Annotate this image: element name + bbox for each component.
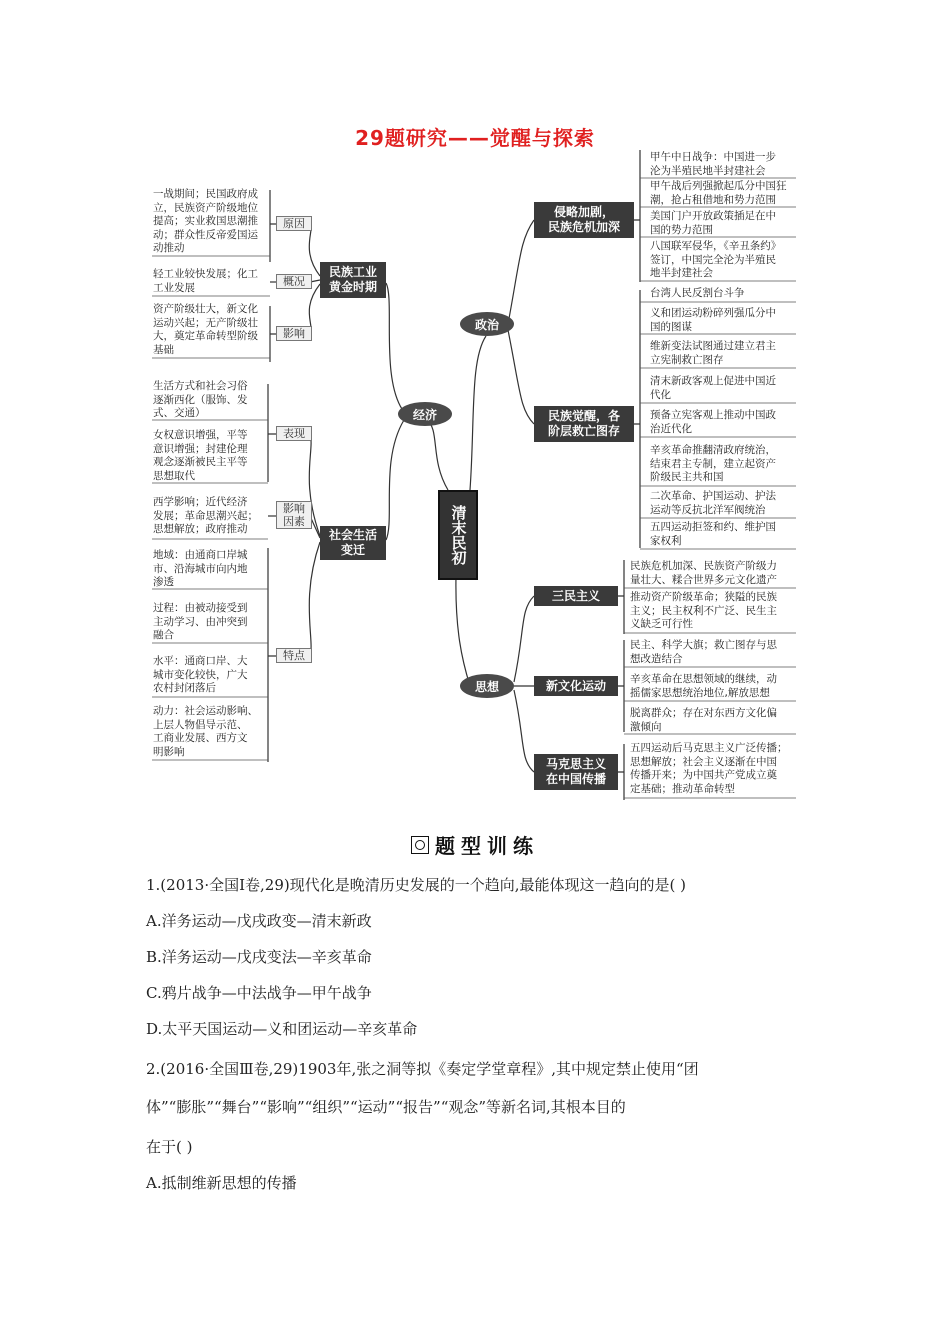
leaf-crisis-3: 八国联军侵华，《辛丑条约》 签订，中国完全沦为半殖民 地半封建社会 bbox=[650, 240, 782, 279]
leaf-awake-6: 二次革命、护国运动、护法 运动等反抗北洋军阀统治 bbox=[650, 490, 776, 516]
leaf-marx-0: 五四运动后马克思主义广泛传播； 思想解放；社会主义逐渐在中国 传播开来；为中国共产党成立奠 定基础；推动革命转型 bbox=[630, 742, 788, 795]
leaf-awake-0: 台湾人民反割台斗争 bbox=[650, 287, 745, 299]
leaf-life-1: 女权意识增强，平等 意识增强；封建伦理 观念逐渐被民主平等 思想取代 bbox=[153, 429, 248, 482]
box-national-awakening: 民族觉醒，各 阶层救亡图存 bbox=[534, 406, 634, 442]
leaf-awake-4: 预备立宪客观上推动中国政 治近代化 bbox=[650, 409, 776, 435]
clock-icon bbox=[411, 836, 429, 854]
tag-manifestation: 表现 bbox=[276, 426, 312, 441]
leaf-awake-2: 维新变法试图通过建立君主 立宪制救亡图存 bbox=[650, 340, 776, 366]
leaf-industry-overview: 轻工业较快发展；化工 工业发展 bbox=[153, 268, 258, 294]
leaf-industry-cause: 一战期间；民国政府成 立，民族资产阶级地位 提高；实业救国思潮推 动；群众性反帝爱国运 动推动 bbox=[153, 188, 258, 254]
box-social-life: 社会生活 变迁 bbox=[320, 526, 386, 560]
oval-thought: 思想 bbox=[460, 674, 514, 698]
box-aggression: 侵略加剧， 民族危机加深 bbox=[534, 202, 634, 238]
leaf-newculture-1: 辛亥革命在思想领域的继续，动 摇儒家思想统治地位,解放思想 bbox=[630, 673, 777, 699]
leaf-life-0: 生活方式和社会习俗 逐渐西化（服饰、发 式、交通） bbox=[153, 380, 248, 419]
question-1-option-b: B.洋务运动—戊戌变法—辛亥革命 bbox=[146, 948, 372, 966]
leaf-life-5: 水平：通商口岸、大 城市变化较快，广大 农村封闭落后 bbox=[153, 655, 248, 694]
leaf-life-4: 过程：由被动接受到 主动学习、由冲突到 融合 bbox=[153, 602, 248, 641]
leaf-sanmin-1: 推动资产阶级革命；狭隘的民族 主义；民主权利不广泛、民生主 义缺乏可行性 bbox=[630, 591, 777, 630]
leaf-crisis-2: 美国门户开放政策插足在中 国的势力范围 bbox=[650, 210, 776, 236]
leaf-awake-7: 五四运动拒签和约、维护国 家权利 bbox=[650, 521, 776, 547]
leaf-awake-3: 清末新政客观上促进中国近 代化 bbox=[650, 375, 776, 401]
section-heading bbox=[0, 830, 950, 859]
question-2-option-a: A.抵制维新思想的传播 bbox=[146, 1174, 297, 1192]
leaf-life-6: 动力：社会运动影响、 上层人物倡导示范、 工商业发展、西方文 明影响 bbox=[153, 705, 258, 758]
leaf-crisis-1: 甲午战后列强掀起瓜分中国狂 潮，抢占租借地和势力范围 bbox=[650, 180, 787, 206]
page-title: 29题研究——觉醒与探索 bbox=[355, 126, 595, 150]
leaf-industry-impact: 资产阶级壮大，新文化 运动兴起；无产阶级壮 大，奠定革命转型阶级 基础 bbox=[153, 303, 258, 356]
leaf-sanmin-0: 民族危机加深、民族资产阶级力 量壮大、糅合世界多元文化遗产 bbox=[630, 560, 777, 586]
box-three-principles: 三民主义 bbox=[534, 586, 618, 606]
box-national-industry: 民族工业 黄金时期 bbox=[320, 262, 386, 298]
box-marxism: 马克思主义 在中国传播 bbox=[534, 754, 618, 790]
tag-overview: 概况 bbox=[276, 274, 312, 289]
center-node: 清末民初 bbox=[438, 490, 478, 580]
box-new-culture: 新文化运动 bbox=[534, 676, 618, 696]
leaf-life-3: 地域：由通商口岸城 市、沿海城市向内地 渗透 bbox=[153, 549, 248, 588]
leaf-life-2: 西学影响；近代经济 发展；革命思潮兴起； 思想解放；政府推动 bbox=[153, 496, 258, 535]
tag-features: 特点 bbox=[276, 648, 312, 663]
question-1-option-c: C.鸦片战争—中法战争—甲午战争 bbox=[146, 984, 372, 1002]
leaf-awake-1: 义和团运动粉碎列强瓜分中 国的图谋 bbox=[650, 307, 776, 333]
question-2-line-1: 2.(2016·全国Ⅲ卷,29)1903年,张之洞等拟《奏定学堂章程》,其中规定禁止使用“团 bbox=[146, 1060, 699, 1078]
tag-cause: 原因 bbox=[276, 216, 312, 231]
leaf-newculture-2: 脱离群众；存在对东西方文化偏 激倾向 bbox=[630, 707, 777, 733]
leaf-crisis-0: 甲午中日战争：中国进一步 沦为半殖民地半封建社会 bbox=[650, 151, 776, 177]
question-2-line-3: 在于( ) bbox=[146, 1138, 193, 1156]
question-1-option-a: A.洋务运动—戊戌政变—清末新政 bbox=[146, 912, 372, 930]
tag-factors: 影响 因素 bbox=[276, 501, 312, 529]
oval-politics: 政治 bbox=[460, 312, 514, 336]
question-1-option-d: D.太平天国运动—义和团运动—辛亥革命 bbox=[146, 1020, 418, 1038]
section-title: 题型训练 bbox=[435, 834, 539, 858]
question-1: 1.(2013·全国Ⅰ卷,29)现代化是晚清历史发展的一个趋向,最能体现这一趋向的是( ) bbox=[146, 876, 686, 894]
tag-impact: 影响 bbox=[276, 326, 312, 341]
leaf-newculture-0: 民主、科学大旗；救亡图存与思 想改造结合 bbox=[630, 639, 777, 665]
leaf-awake-5: 辛亥革命推翻清政府统治， 结束君主专制，建立起资产 阶级民主共和国 bbox=[650, 444, 776, 483]
oval-economy: 经济 bbox=[398, 402, 452, 426]
question-2-line-2: 体”“膨胀”“舞台”“影响”“组织”“运动”“报告”“观念”等新名词,其根本目的 bbox=[146, 1098, 626, 1116]
